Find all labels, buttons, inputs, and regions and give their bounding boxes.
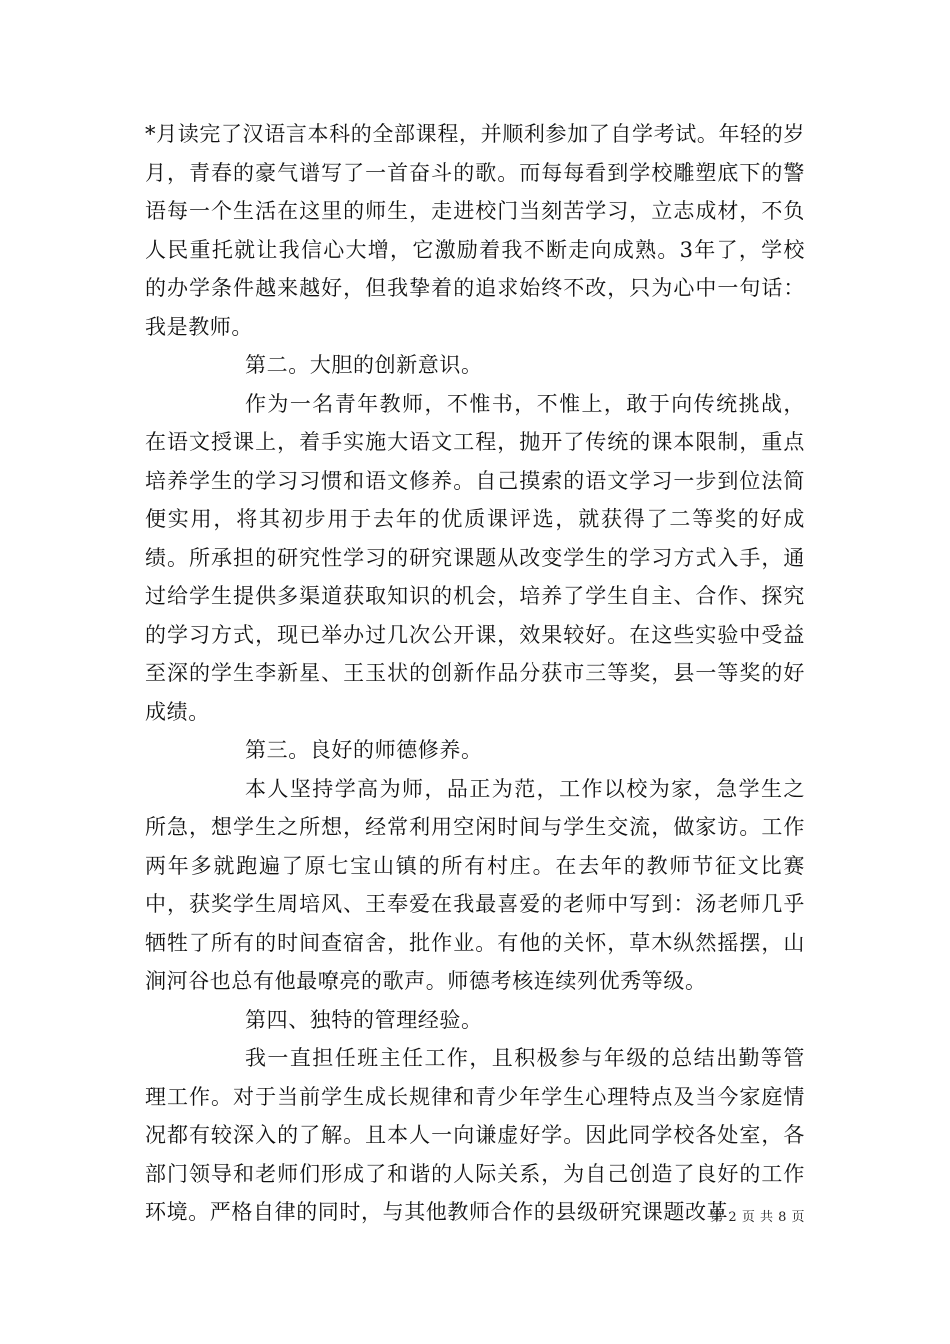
paragraph-management: 我一直担任班主任工作，且积极参与年级的总结出勤等管理工作。对于当前学生成长规律和青少年学生心理特点及当今家庭情况都有较深入的了解。且本人一向谦虚好学。因此同学校各处室，各部门领导和老师们形成了和谐的人际关系，为自己创造了良好的工作环境。严格自律的同时，与其他教师合作的县级研究课题改革 bbox=[145, 1046, 805, 1224]
document-body bbox=[145, 115, 805, 1232]
page-number-footer: 第 2 页 共 8 页 bbox=[710, 1210, 805, 1225]
paragraph-innovation: 作为一名青年教师，不惟书，不惟上，敢于向传统挑战，在语文授课上，着手实施大语文工程，抛开了传统的课本限制，重点培养学生的学习习惯和语文修养。自己摸索的语文学习一步到位法简便实用，将其初步用于去年的优质课评选，就获得了二等奖的好成绩。所承担的研究性学习的研究课题从改变学生的学习方式入手，通过给学生提供多渠道获取知识的机会，培养了学生自主、合作、探究的学习方式，现已举办过几次公开课，效果较好。在这些实验中受益至深的学生李新星、王玉状的创新作品分获市三等奖，县一等奖的好成绩。 bbox=[145, 391, 805, 724]
paragraph-ethics: 本人坚持学高为师，品正为范，工作以校为家，急学生之所急，想学生之所想，经常利用空闲时间与学生交流，做家访。工作两年多就跑遍了原七宝山镇的所有村庄。在去年的教师节征文比赛中，获奖学生周培风、王奉爱在我最喜爱的老师中写到：汤老师几乎牺牲了所有的时间查宿舍，批作业。有他的关怀，草木纵然摇摆，山涧河谷也总有他最嘹亮的歌声。师德考核连续列优秀等级。 bbox=[145, 776, 805, 993]
paragraph-continuation: *月读完了汉语言本科的全部课程，并顺利参加了自学考试。年轻的岁月，青春的豪气谱写了一首奋斗的歌。而每每看到学校雕塑底下的警语每一个生活在这里的师生，走进校门当刻苦学习，立志成材，不负人民重托就让我信心大增，它激励着我不断走向成熟。3年了，学校的办学条件越来越好，但我挚着的追求始终不改，只为心中一句话：我是教师。 bbox=[145, 122, 805, 339]
section-heading-ethics: 第三。良好的师德修养。 bbox=[245, 738, 483, 762]
section-heading-management: 第四、独特的管理经验。 bbox=[245, 1007, 483, 1032]
section-heading-innovation: 第二。大胆的创新意识。 bbox=[245, 353, 483, 377]
